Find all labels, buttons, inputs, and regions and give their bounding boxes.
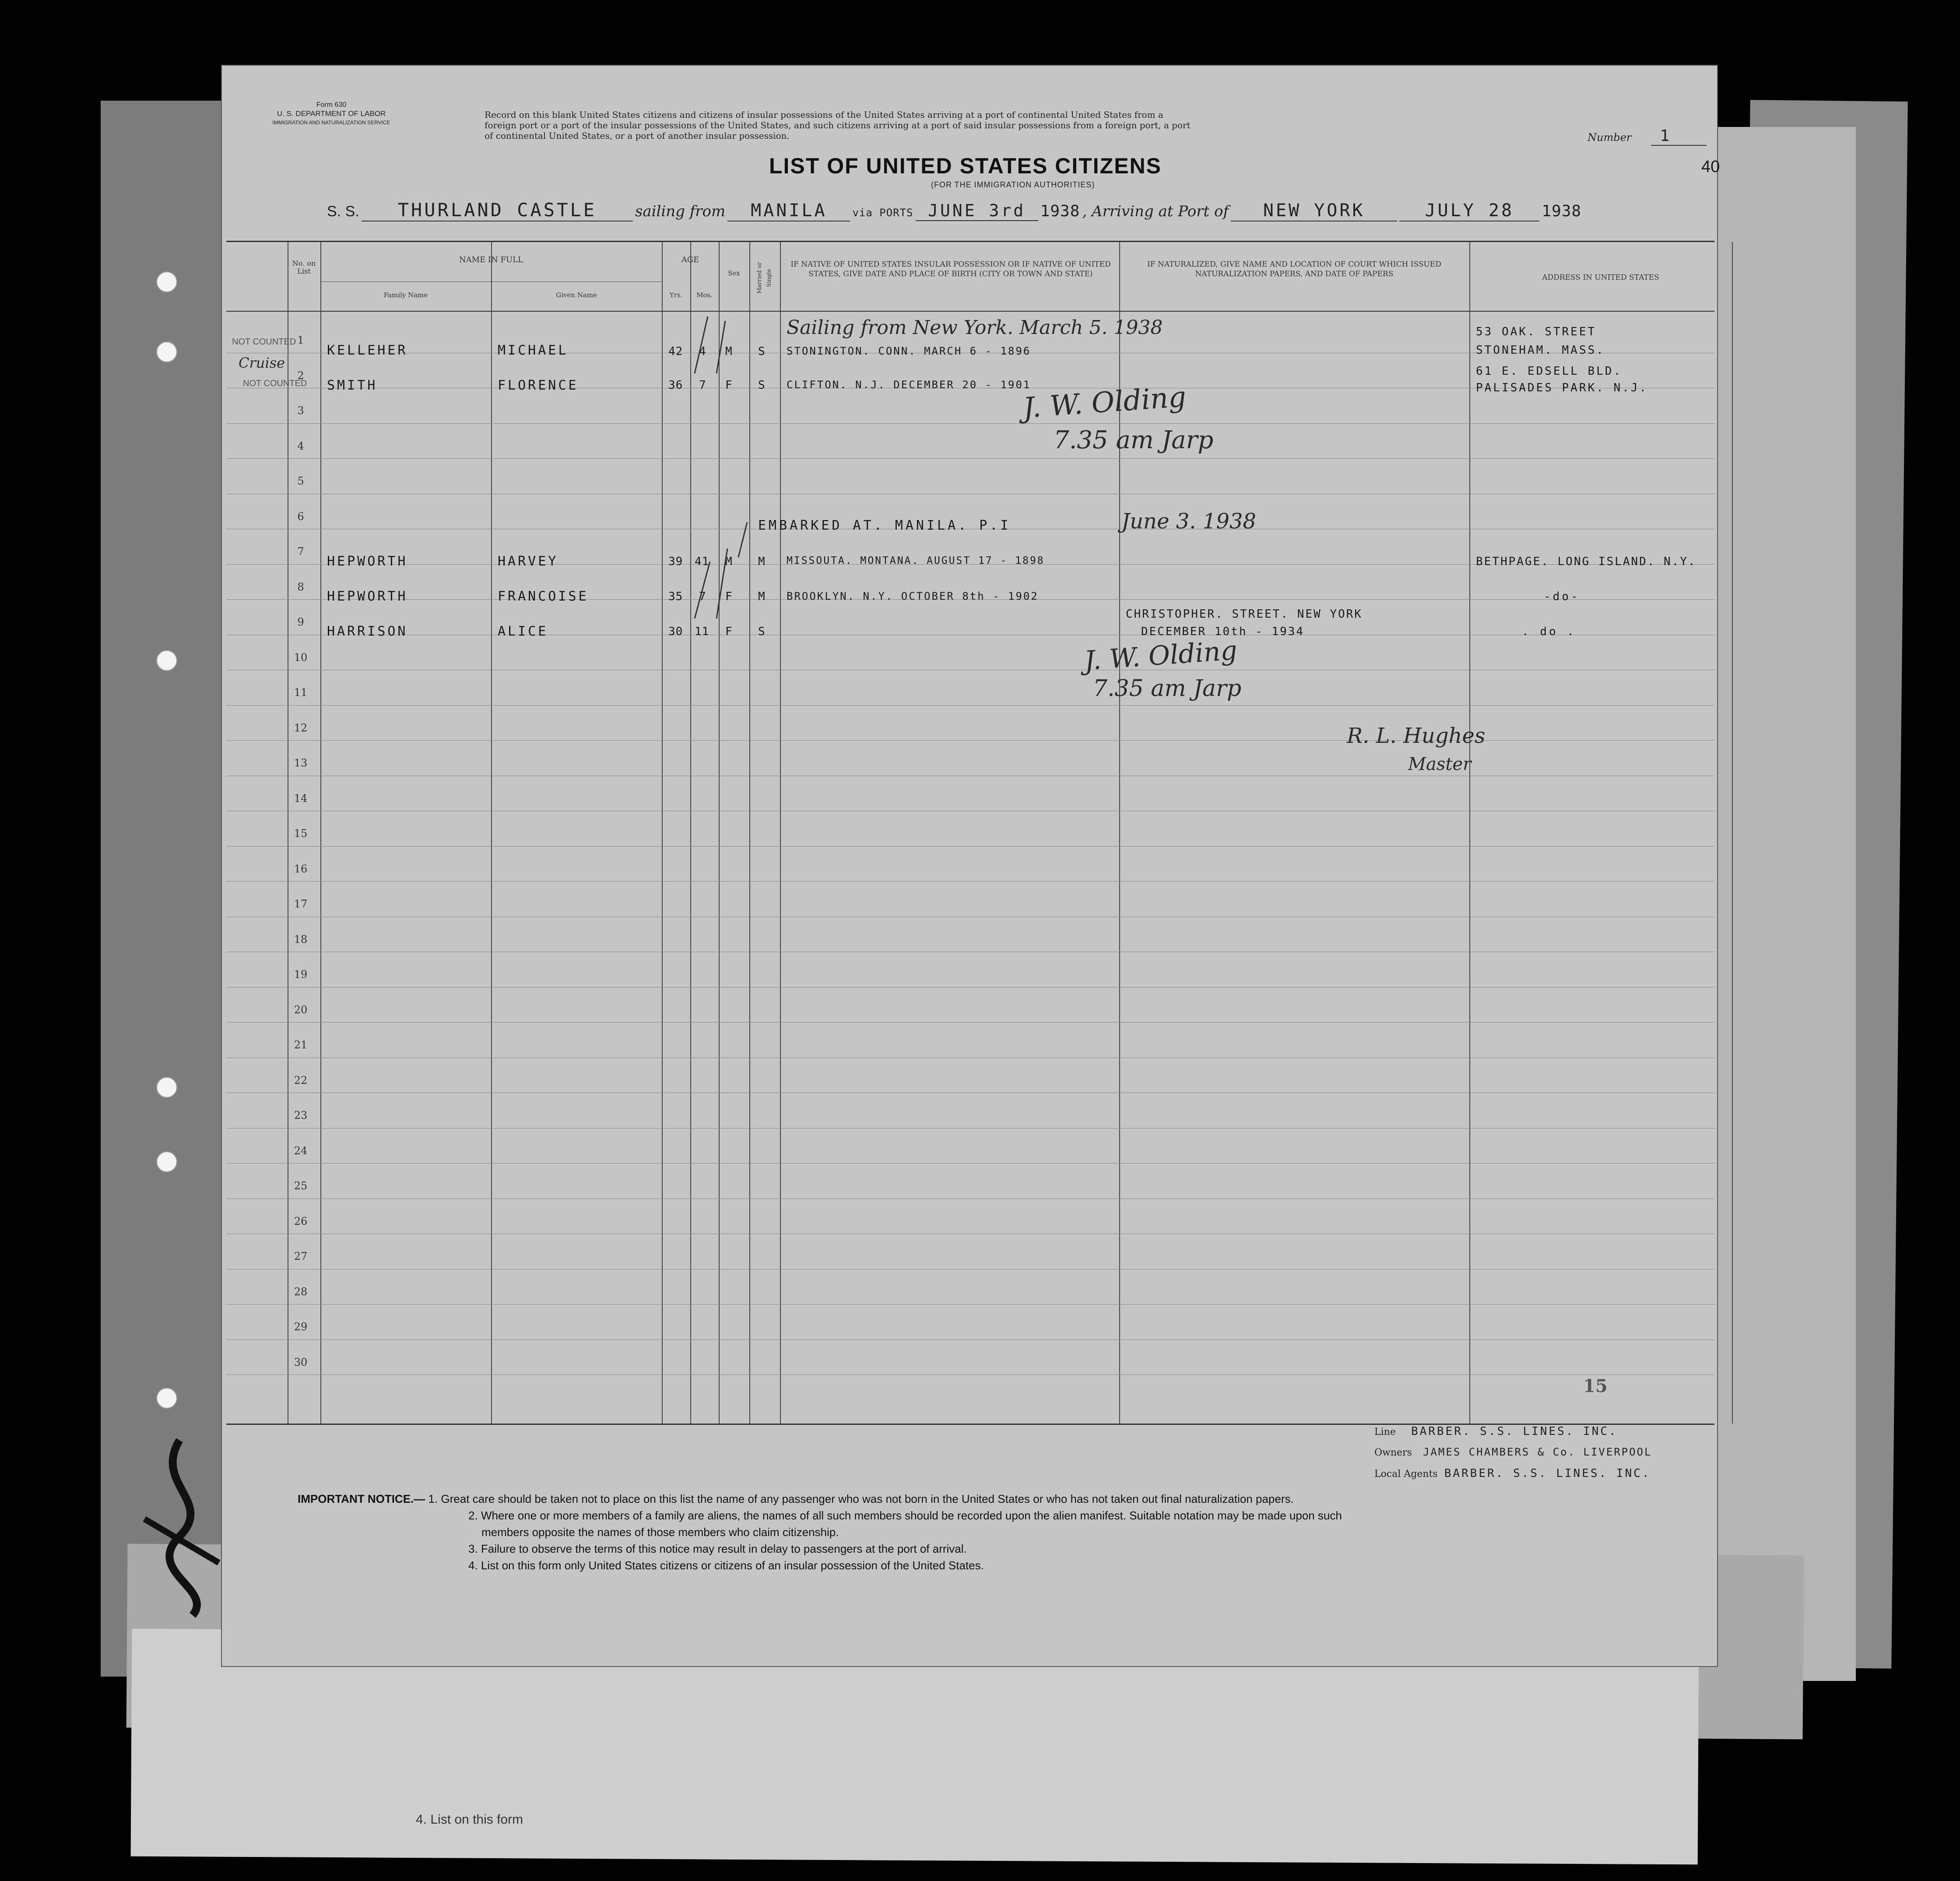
underlying-page-text: 4. List on this form (416, 1812, 523, 1827)
naturalization-date: DECEMBER 10th - 1934 (1141, 625, 1305, 638)
embarked-date: June 3. 1938 (1121, 509, 1256, 534)
row-divider (226, 1163, 1714, 1164)
row-number: 7 (297, 545, 304, 558)
family-name: HARRISON (327, 624, 408, 639)
row-number: 20 (294, 1003, 308, 1016)
arrival-port: NEW YORK (1231, 200, 1397, 222)
master-title: Master (1408, 754, 1472, 774)
row-divider (226, 705, 1714, 706)
arrival-year: 1938 (1542, 202, 1582, 220)
family-name: HEPWORTH (327, 554, 408, 569)
record-note-line-3: of continental United States, or a port of another insular possession. (485, 130, 790, 141)
row-divider (226, 987, 1714, 988)
row-divider (226, 1128, 1714, 1129)
row-number: 21 (294, 1039, 308, 1051)
given-name: ALICE (498, 624, 548, 639)
row-divider (226, 1022, 1714, 1023)
punch-hole (156, 650, 177, 671)
owners-field (1374, 1446, 1725, 1467)
owners-label: Owners (1374, 1447, 1412, 1458)
punch-hole (156, 271, 177, 292)
row-number: 23 (294, 1109, 308, 1122)
row-number: 25 (294, 1180, 308, 1192)
col-header-no: No. on List (292, 259, 316, 275)
sex: M (725, 555, 734, 568)
row-number: 28 (294, 1285, 308, 1298)
row-number: 16 (294, 862, 308, 875)
arriving-label: , Arriving at Port of (1082, 203, 1229, 220)
col-header-yrs: Yrs. (669, 291, 683, 299)
family-name: HEPWORTH (327, 589, 408, 604)
inspector-signature: J. W. Olding (1022, 381, 1187, 425)
inspector-signature-time: 7.35 am Jarp (1054, 426, 1214, 454)
tick-marks (690, 312, 760, 627)
row-number: 9 (297, 616, 304, 628)
number-field (1588, 127, 1707, 145)
naturalization-court: CHRISTOPHER. STREET. NEW YORK (1126, 608, 1363, 621)
col-header-given: Given Name (556, 291, 597, 299)
notice-item-4: 4. List on this form only United States citizens or citizens of an insular possession of the United States. (468, 1559, 984, 1572)
notice-item-2-cont: members opposite the names of those members who claim citizenship. (481, 1526, 839, 1539)
ss-label: S. S. (327, 203, 359, 220)
cruise-note: Cruise (239, 355, 285, 371)
form-subtitle: (FOR THE IMMIGRATION AUTHORITIES) (931, 180, 1095, 189)
col-header-birth: IF NATIVE OF UNITED STATES INSULAR POSSESSION OR IF NATIVE OF UNITED STATES, GIVE DATE AND PLACE OF BIRTH (CITY OR TOWN AND STATE) (790, 260, 1111, 278)
stamp-number: 15 (1583, 1376, 1608, 1396)
col-header-age: AGE (681, 255, 699, 264)
inspector-signature-time: 7.35 am Jarp (1093, 675, 1242, 702)
number-value: 1 (1651, 127, 1707, 146)
row-divider (226, 458, 1714, 459)
sex: F (725, 625, 734, 638)
family-name: KELLEHER (327, 343, 408, 358)
passenger-table (226, 241, 1714, 1425)
sailing-from-label: sailing from (635, 203, 726, 220)
row-number: 8 (297, 580, 304, 593)
number-label: Number (1588, 131, 1632, 144)
row-number: 22 (294, 1074, 308, 1086)
department: U. S. DEPARTMENT OF LABOR (277, 109, 386, 118)
address: . do . (1522, 625, 1576, 638)
col-header-family: Family Name (383, 291, 428, 299)
agents-value: BARBER. S.S. LINES. INC. (1444, 1467, 1651, 1480)
col-header-married: Married or Single (756, 262, 773, 294)
underlying-page-right-2 (1707, 127, 1856, 1681)
marital-status: S (758, 625, 767, 638)
form-id (270, 101, 393, 127)
row-number: 15 (294, 827, 308, 840)
sail-date: JUNE 3rd (916, 201, 1038, 221)
given-name: HARVEY (498, 554, 558, 569)
row-number: 4 (297, 439, 304, 452)
row-number: 12 (294, 721, 308, 734)
form-number: Form 630 (316, 101, 347, 109)
address: 61 E. EDSELL BLD. (1476, 365, 1623, 378)
important-notice (298, 1491, 1742, 1574)
notice-title: IMPORTANT NOTICE.— (298, 1492, 425, 1505)
row-number: 11 (294, 686, 308, 699)
marital-status: M (758, 555, 767, 568)
line-field (1374, 1425, 1725, 1446)
row-number: 14 (294, 792, 308, 805)
col-header-name: NAME IN FULL (459, 255, 523, 264)
not-counted-note: NOT COUNTED (232, 337, 296, 347)
line-value: BARBER. S.S. LINES. INC. (1411, 1425, 1618, 1438)
ship-name: THURLAND CASTLE (362, 199, 633, 222)
row-number: 13 (294, 757, 308, 769)
sailing-note: Sailing from New York. March 5. 1938 (787, 316, 1163, 339)
address-line-2: STONEHAM. MASS. (1476, 344, 1605, 357)
row-number: 5 (297, 475, 304, 487)
punch-hole (156, 1077, 177, 1098)
row-number: 1 (297, 334, 304, 346)
notice-item-1: 1. Great care should be taken not to place on this list the name of any passenger who was not born in the United States or who has not taken out final naturalization papers. (428, 1492, 1294, 1505)
row-number: 24 (294, 1144, 308, 1157)
birth-info: CLIFTON. N.J. DECEMBER 20 - 1901 (787, 379, 1031, 391)
inspector-signature: J. W. Olding (1083, 635, 1238, 677)
form-title: LIST OF UNITED STATES CITIZENS (769, 154, 1162, 178)
service-name: IMMIGRATION AND NATURALIZATION SERVICE (272, 120, 390, 126)
punch-hole (156, 1151, 177, 1172)
row-number: 3 (297, 404, 304, 417)
arrival-date: JULY 28 (1399, 200, 1539, 222)
row-number: 17 (294, 898, 308, 910)
age-years: 39 (668, 555, 683, 568)
via-ports: via PORTS (852, 207, 913, 219)
row-number: 2 (297, 369, 304, 382)
from-port: MANILA (727, 200, 850, 222)
given-name: FRANCOISE (498, 589, 589, 604)
row-number: 18 (294, 933, 308, 946)
address: BETHPAGE. LONG ISLAND. N.Y. (1476, 555, 1697, 568)
family-name: SMITH (327, 378, 378, 393)
marital-status: S (758, 379, 767, 392)
age-years: 36 (668, 379, 683, 392)
age-years: 42 (668, 345, 683, 358)
birth-info: BROOKLYN. N.Y. OCTOBER 8th - 1902 (787, 590, 1039, 602)
row-number: 27 (294, 1250, 308, 1262)
notice-item-2: 2. Where one or more members of a family are aliens, the names of all such members should be recorded upon the alien manifest. Suitable notation may be made upon such (468, 1509, 1342, 1522)
embarked-note: EMBARKED AT. MANILA. P.I (758, 518, 1011, 533)
row-divider (226, 740, 1714, 741)
birth-info: MISSOUTA. MONTANA. AUGUST 17 - 1898 (787, 555, 1045, 566)
address: 53 OAK. STREET (1476, 325, 1597, 338)
line-owner-block (1374, 1425, 1725, 1488)
col-header-address: ADDRESS IN UNITED STATES (1542, 273, 1659, 282)
col-header-mos: Mos. (696, 291, 713, 299)
col-header-sex: Sex (728, 269, 740, 277)
birth-info: STONINGTON. CONN. MARCH 6 - 1896 (787, 345, 1031, 357)
record-instructions (485, 109, 1601, 141)
row-number: 29 (294, 1321, 308, 1333)
notice-item-3: 3. Failure to observe the terms of this notice may result in delay to passengers at the port of arrival. (468, 1542, 967, 1555)
given-name: MICHAEL (498, 343, 569, 358)
col-header-naturalized: IF NATURALIZED, GIVE NAME AND LOCATION OF COURT WHICH ISSUED NATURALIZATION PAPERS, AND DATE OF PAPERS (1147, 260, 1441, 278)
age-months: 7 (699, 590, 708, 603)
age-months: 4 (699, 345, 708, 358)
agents-field (1374, 1467, 1725, 1488)
row-divider (226, 846, 1714, 847)
age-years: 35 (668, 590, 683, 603)
row-number: 10 (294, 651, 308, 664)
sex: F (725, 379, 734, 392)
record-note-line-1: Record on this blank United States citizens and citizens of insular possessions of the United States arriving at a port of continental United States from a (485, 109, 1163, 120)
punch-hole (156, 341, 177, 362)
row-number: 19 (294, 968, 308, 981)
owners-value: JAMES CHAMBERS & Co. LIVERPOOL (1423, 1446, 1652, 1458)
address: -do- (1544, 590, 1580, 603)
marital-status: S (758, 345, 767, 358)
row-divider (226, 881, 1714, 882)
row-number: 6 (297, 510, 304, 523)
not-counted-note: NOT COUNTED (243, 379, 307, 388)
sex: F (725, 590, 734, 603)
given-name: FLORENCE (498, 378, 579, 393)
row-number: 26 (294, 1215, 308, 1227)
page-number: 40 (1701, 158, 1720, 176)
marital-status: M (758, 590, 767, 603)
sex: M (725, 345, 734, 358)
master-signature: R. L. Hughes (1347, 724, 1486, 748)
record-note-line-2: foreign port or a port of the insular possessions of the United States, and such citizens arriving at a port of said insular possessions from a foreign port, a port (485, 120, 1191, 130)
agents-label: Local Agents (1374, 1469, 1438, 1480)
punch-hole (156, 1388, 177, 1409)
ink-mark (127, 1431, 232, 1624)
row-divider (226, 423, 1714, 424)
line-label: Line (1374, 1427, 1396, 1438)
row-number: 30 (294, 1356, 308, 1368)
age-months: 11 (695, 625, 710, 638)
age-months: 41 (695, 555, 710, 568)
sail-year: 1938 (1040, 202, 1080, 220)
age-years: 30 (668, 625, 683, 638)
voyage-line (327, 199, 1719, 225)
age-months: 7 (699, 379, 708, 392)
address-line-2: PALISADES PARK. N.J. (1476, 381, 1648, 394)
